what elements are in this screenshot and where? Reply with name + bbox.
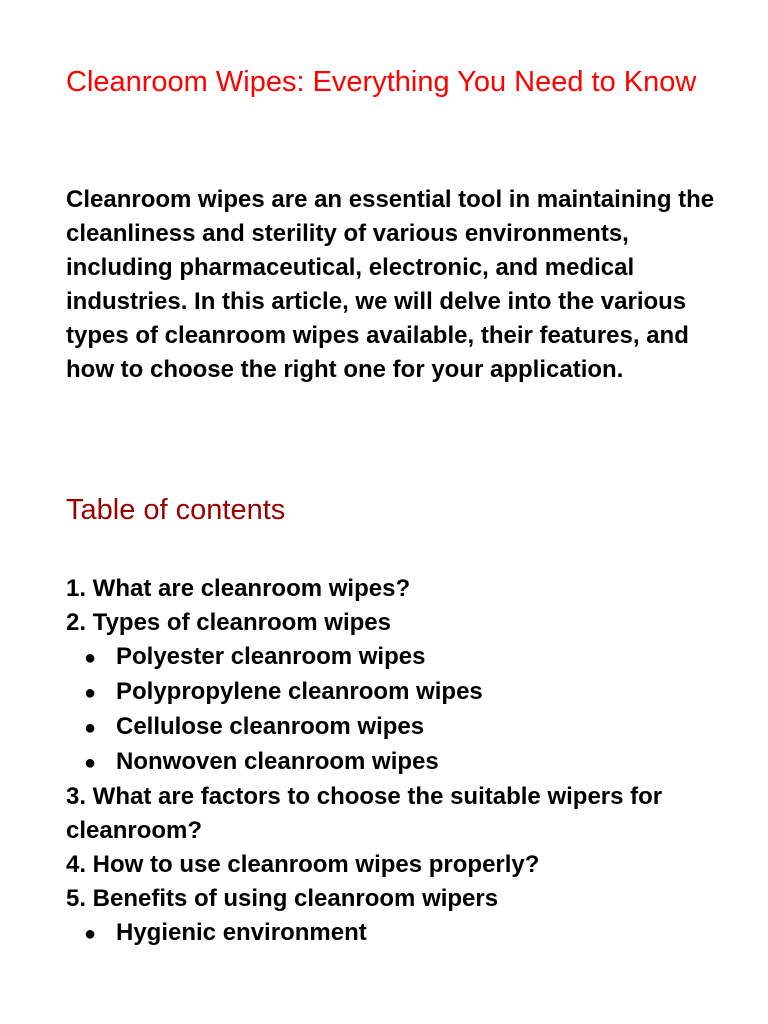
toc-item-factors: 3. What are factors to choose the suitable wipers for cleanroom? [66, 783, 663, 844]
toc-subitem-polypropylene [66, 675, 726, 710]
toc-subitem-label: Polyester cleanroom wipes [116, 643, 426, 670]
toc-subitem-label: Cellulose cleanroom wipes [116, 713, 425, 740]
toc-item-types: 2. Types of cleanroom wipes [66, 609, 391, 636]
toc-subitem-label: Nonwoven cleanroom wipes [116, 748, 439, 775]
table-of-contents [66, 572, 726, 951]
bullet-icon: ● [84, 647, 97, 669]
bullet-icon: ● [84, 752, 97, 774]
toc-subitem-cellulose [66, 710, 726, 745]
toc-item-what-are-wipes: 1. What are cleanroom wipes? [66, 575, 411, 602]
article-intro: Cleanroom wipes are an essential tool in maintaining the cleanliness and sterility of various environments, including pharmaceutical, electronic, and medical industries. In this article, we will delve into the various types of cleanroom wipes available, their features, and how to choose the right one for your application. [66, 186, 715, 383]
article-title: Cleanroom Wipes: Everything You Need to Know [66, 66, 697, 98]
toc-subitem-label: Polypropylene cleanroom wipes [116, 678, 483, 705]
toc-subitem-polyester [66, 640, 726, 675]
toc-subitem-label: Hygienic environment [116, 919, 367, 946]
toc-heading: Table of contents [66, 494, 286, 526]
toc-subitem-hygienic [66, 916, 726, 951]
toc-subitem-nonwoven [66, 745, 726, 780]
toc-item-benefits: 5. Benefits of using cleanroom wipers [66, 885, 499, 912]
toc-item-how-to-use: 4. How to use cleanroom wipes properly? [66, 851, 540, 878]
bullet-icon: ● [84, 682, 97, 704]
bullet-icon: ● [84, 923, 97, 945]
bullet-icon: ● [84, 717, 97, 739]
